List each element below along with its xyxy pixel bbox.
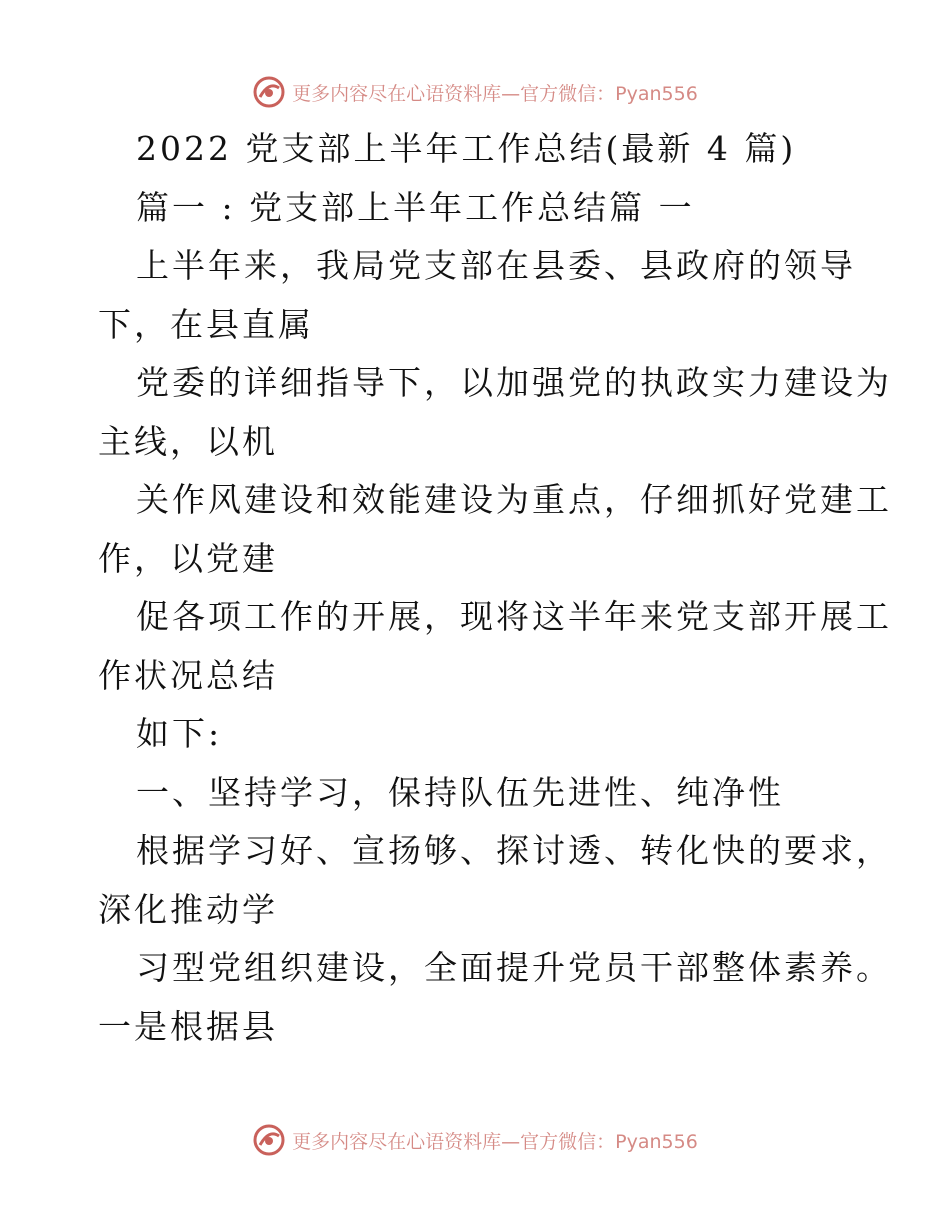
paragraph-line: 习型党组织建设，全面提升党员干部整体素养。 — [136, 948, 892, 987]
paragraph-line: 深化推动学 — [98, 889, 278, 929]
watermark-text: 更多内容尽在心语资料库—官方微信：Pyan556 — [292, 1130, 698, 1153]
logo-icon — [252, 75, 286, 109]
paragraph-line: 作，以党建 — [98, 538, 278, 578]
subsection-heading: 一、坚持学习，保持队伍先进性、纯净性 — [136, 772, 784, 812]
paragraph-line: 根据学习好、宣扬够、探讨透、转化快的要求， — [136, 831, 892, 870]
paragraph-line: 上半年来，我局党支部在县委、县政府的领导 — [136, 246, 856, 285]
paragraph-line: 党委的详细指导下，以加强党的执政实力建设为 — [136, 363, 892, 402]
logo-icon — [252, 1123, 286, 1157]
watermark-banner-bottom — [0, 1120, 950, 1160]
paragraph-line: 促各项工作的开展，现将这半年来党支部开展工 — [136, 597, 892, 636]
paragraph-line: 作状况总结 — [98, 655, 278, 695]
paragraph-line: 关作风建设和效能建设为重点，仔细抓好党建工 — [136, 480, 892, 519]
paragraph-line: 主线，以机 — [98, 421, 278, 461]
paragraph-line: 一是根据县 — [98, 1006, 278, 1046]
watermark-banner-top — [0, 72, 950, 112]
document-title: 2022 党支部上半年工作总结(最新 4 篇) — [136, 129, 797, 168]
document-body — [98, 120, 892, 1056]
paragraph-line: 如下: — [136, 714, 223, 753]
paragraph-line: 下，在县直属 — [98, 304, 314, 344]
watermark-text: 更多内容尽在心语资料库—官方微信：Pyan556 — [292, 82, 698, 105]
section-heading: 篇一 : 党支部上半年工作总结篇 一 — [136, 187, 695, 227]
